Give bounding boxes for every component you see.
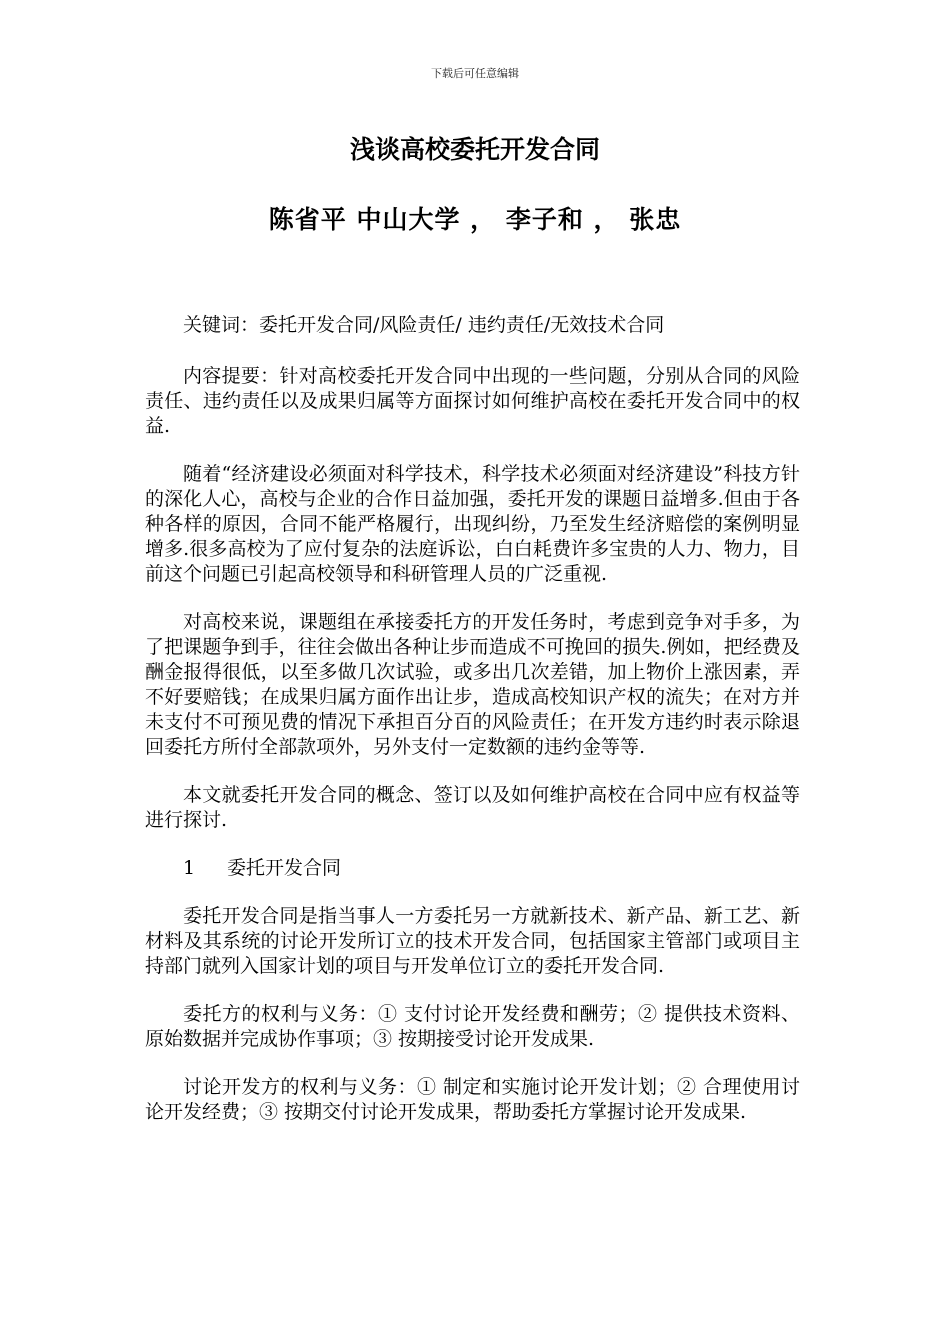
body-paragraph: 对高校来说，课题组在承接委托方的开发任务时，考虑到竞争对手多，为了把课题争到手，往往会做出各种让步而造成不可挽回的损失.例如，把经费及酬金报得很低，以至多做几次试验，或多出几次差错，加上物价上涨因素，弄不好要赔钱；在成果归属方面作出让步，造成高校知识产权的流失；在对方并未支付不可预见费的情况下承担百分百的风险责任；在开发方违约时表示除退回委托方所付全部款项外，另外支付一定数额的违约金等等.	[145, 611, 800, 758]
body-paragraph: 随着“经济建设必须面对科学技术，科学技术必须面对经济建设”科技方针的深化人心，高校与企业的合作日益加强，委托开发的课题日益增多.但由于各种各样的原因，合同不能严格履行，出现纠纷，乃至发生经济赔偿的案例明显增多.很多高校为了应付复杂的法庭诉讼，白白耗费许多宝贵的人力、物力，目前这个问题已引起高校领导和科研管理人员的广泛重视.	[145, 463, 800, 585]
keywords-paragraph: 关键词：委托开发合同/风险责任/ 违约责任/无效技术合同	[183, 314, 665, 336]
section-number: 1	[183, 857, 196, 879]
section-paragraph: 委托开发合同是指当事人一方委托另一方就新技术、新产品、新工艺、新材料及其系统的讨论开发所订立的技术开发合同，包括国家主管部门或项目主持部门就列入国家计划的项目与开发单位订立的委托开发合同.	[145, 905, 800, 977]
body-paragraph: 本文就委托开发合同的概念、签订以及如何维护高校在合同中应有权益等进行探讨.	[145, 784, 800, 831]
document-body	[145, 313, 800, 1148]
abstract-paragraph: 内容提要：针对高校委托开发合同中出现的一些问题，分别从合同的风险责任、违约责任以及成果归属等方面探讨如何维护高校在委托开发合同中的权益.	[145, 365, 800, 437]
document-title: 浅谈高校委托开发合同	[349, 135, 600, 164]
section-heading	[145, 856, 800, 881]
section-paragraph: 讨论开发方的权利与义务：① 制定和实施讨论开发计划；② 合理使用讨论开发经费；③ 按期交付讨论开发成果，帮助委托方掌握讨论开发成果.	[145, 1076, 800, 1123]
page-header-note: 下载后可任意编辑	[431, 67, 519, 80]
document-authors: 陈省平 中山大学 ， 李子和 ， 张忠	[268, 205, 682, 234]
section-paragraph: 委托方的权利与义务：① 支付讨论开发经费和酬劳；② 提供技术资料、原始数据并完成协作事项；③ 按期接受讨论开发成果.	[145, 1003, 800, 1050]
section-title: 委托开发合同	[227, 857, 342, 879]
